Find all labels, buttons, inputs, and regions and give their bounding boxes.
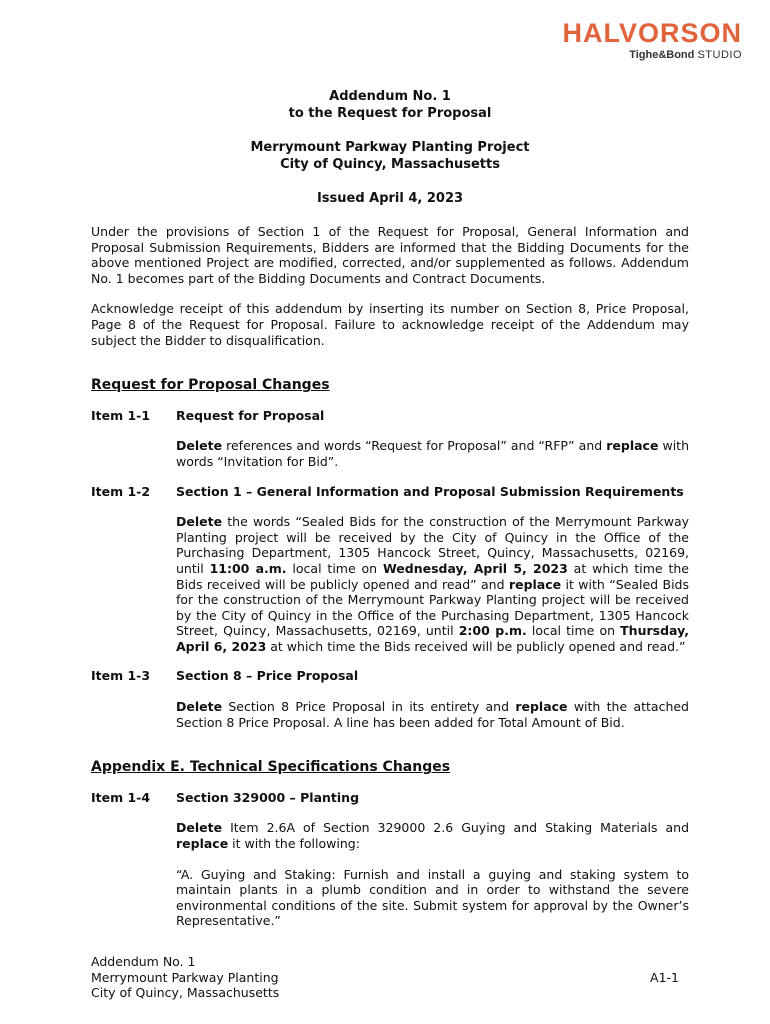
section-heading-specifications: Appendix E. Technical Specifications Changes [91, 759, 451, 776]
item-number: Item 1-4 [91, 789, 151, 805]
item-1-2 [91, 484, 689, 655]
page-footer [91, 954, 689, 1001]
item-text: Delete the words “Sealed Bids for the construction of the Merrymount Parkway Planting project will be received by the City of Quincy in the Office of the Purchasing Department, 1305 Hancock Street, Quincy, Massachusetts, 02169, until 11:00 a.m. local time on Wednesday, April 5, 2023 at which time the Bids received will be publicly opened and read” and replace it with “Sealed Bids for the construction of the Merrymount Parkway Planting project will be received by the City of Quincy in the Office of the Purchasing Department, 1305 Hancock Street, Quincy, Massachusetts, 02169, until 2:00 p.m. local time on Thursday, April 6, 2023 at which time the Bids received will be publicly opened and read.” [176, 514, 689, 654]
item-number: Item 1-1 [91, 407, 151, 423]
logo-subtitle [562, 48, 742, 62]
logo-sub-bold: Tighe&Bond [629, 49, 695, 61]
item-number: Item 1-2 [91, 483, 151, 499]
logo-name: HALVORSON [562, 18, 742, 48]
intro-paragraph-1: Under the provisions of Section 1 of the Request for Proposal, General Information and Proposal Submission Requirements, Bidders are informed that the Bidding Documents for the above mentioned Project are modified, corrected, and/or supplemented as follows. Addendum No. 1 becomes part of the Bidding Documents and Contract Documents. [91, 224, 689, 286]
issued-date: Issued April 4, 2023 [316, 191, 464, 206]
footer-line-3: City of Quincy, Massachusetts [91, 985, 280, 1001]
item-text: Delete references and words “Request for Proposal” and “RFP” and replace with words “Invitation for Bid”. [176, 438, 689, 469]
item-text: Delete Item 2.6A of Section 329000 2.6 Guying and Staking Materials and replace it with the following: [176, 820, 689, 852]
intro-paragraph-2: Acknowledge receipt of this addendum by inserting its number on Section 8, Price Proposal, Page 8 of the Request for Proposal. Failure to acknowledge receipt of the Addendum may subject the Bidder to disqualification. [91, 301, 689, 348]
title-line-3: Merrymount Parkway Planting Project [250, 140, 530, 155]
logo-sub-light: STUDIO [697, 49, 742, 61]
title-line-2: to the Request for Proposal [288, 106, 492, 121]
item-title: Request for Proposal [176, 407, 325, 423]
company-logo [562, 18, 742, 62]
item-title: Section 1 – General Information and Proposal Submission Requirements [176, 483, 684, 499]
item-number: Item 1-3 [91, 668, 151, 684]
footer-line-1: Addendum No. 1 [91, 954, 196, 969]
item-text: Delete Section 8 Price Proposal in its entirety and replace with the attached Section 8 Price Proposal. A line has been added for Total Amount of Bid. [176, 699, 689, 730]
section-heading-rfp: Request for Proposal Changes [91, 377, 330, 394]
footer-line-2: Merrymount Parkway Planting [91, 969, 279, 985]
title-line-1: Addendum No. 1 [329, 89, 451, 104]
page-number: A1-1 [650, 969, 679, 985]
item-title: Section 8 – Price Proposal [176, 668, 359, 684]
item-title: Section 329000 – Planting [176, 789, 360, 805]
document-title [91, 88, 689, 207]
item-1-3 [91, 668, 689, 730]
item-quote: “A. Guying and Staking: Furnish and install a guying and staking system to maintain plants in a plumb condition and in order to withstand the severe environmental conditions of the site. Submit system for approval by the Owner’s Representative.” [176, 866, 689, 929]
item-1-4 [91, 790, 689, 929]
item-1-1 [91, 408, 689, 470]
document-body [91, 88, 689, 929]
title-line-4: City of Quincy, Massachusetts [280, 157, 500, 172]
